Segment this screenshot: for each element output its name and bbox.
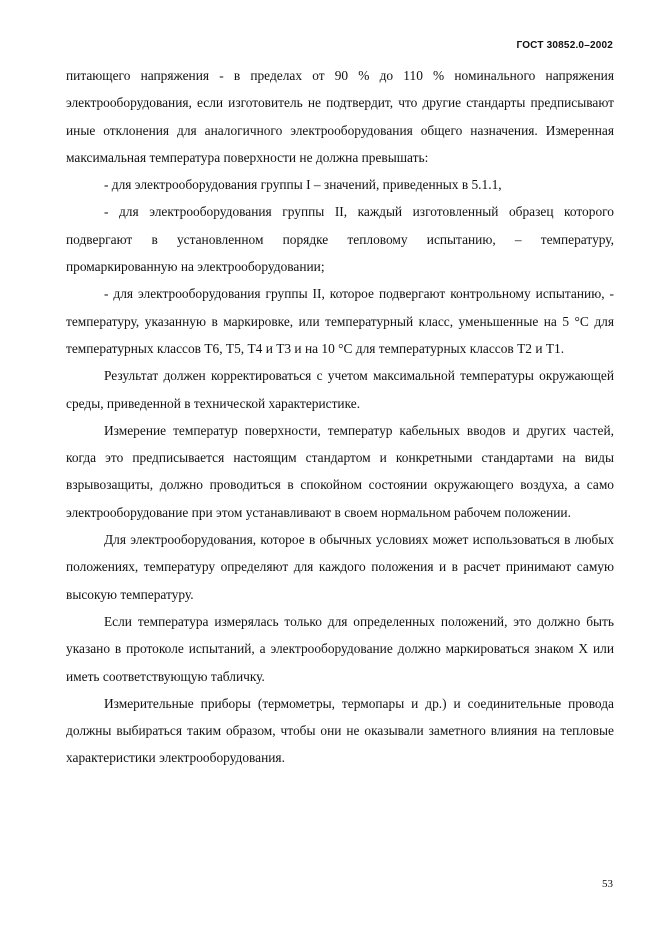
paragraph-group-ii-each-sample: - для электрооборудования группы II, каждый изготовленный образец которого подвергают в установленном порядке тепловому испытанию, – температуру, промаркированную на электрооборудовании; [66, 204, 614, 275]
paragraph-supply-voltage: питающего напряжения - в пределах от 90 % до 110 % номинального напряжения электрооборудования, если изготовитель не подтвердит, что другие стандарты предписывают иные отклонения для аналогичного электрооборудования общего назначения. Измеренная максимальная температура поверхности не должна превышать: [66, 68, 614, 165]
paragraph-group-i: - для электрооборудования группы I – значений, приведенных в 5.1.1, [104, 177, 502, 193]
paragraph-ambient-correction: Результат должен корректироваться с учетом максимальной температуры окружающей среды, приведенной в технической характеристике. [66, 368, 614, 411]
page-number: 53 [602, 878, 613, 890]
paragraph-any-position: Для электрооборудования, которое в обычных условиях может использоваться в любых положениях, температуру определяют для каждого положения и в расчет принимают самую высокую температуру. [66, 532, 614, 602]
paragraph-surface-measurement: Измерение температур поверхности, температур кабельных вводов и других частей, когда это предписывается настоящим стандартом и конкретными стандартами на виды взрывозащиты, должно проводиться в спокойном состоянии окружающего воздуха, а само электрооборудование при этом устанавливают в своем нормальном рабочем положении. [66, 422, 614, 520]
paragraph-specific-positions: Если температура измерялась только для определенных положений, это должно быть указано в протоколе испытаний, а электрооборудование должно маркироваться знаком X или иметь соответствующую табличку. [66, 613, 614, 684]
paragraph-group-ii-control-test: - для электрооборудования группы II, которое подвергают контрольному испытанию, - температуру, указанную в маркировке, или температурный класс, уменьшенные на 5 °С для температурных классов Т6, Т5, Т4 и Т3 и на 10 °С для температурных классов Т2 и Т1. [66, 286, 614, 356]
body-text [66, 62, 614, 772]
paragraph-measuring-instruments: Измерительные приборы (термометры, термопары и др.) и соединительные провода должны выбираться таким образом, чтобы они не оказывали заметного влияния на тепловые характеристики электрооборудования. [66, 695, 614, 766]
document-code-header: ГОСТ 30852.0–2002 [516, 40, 613, 51]
